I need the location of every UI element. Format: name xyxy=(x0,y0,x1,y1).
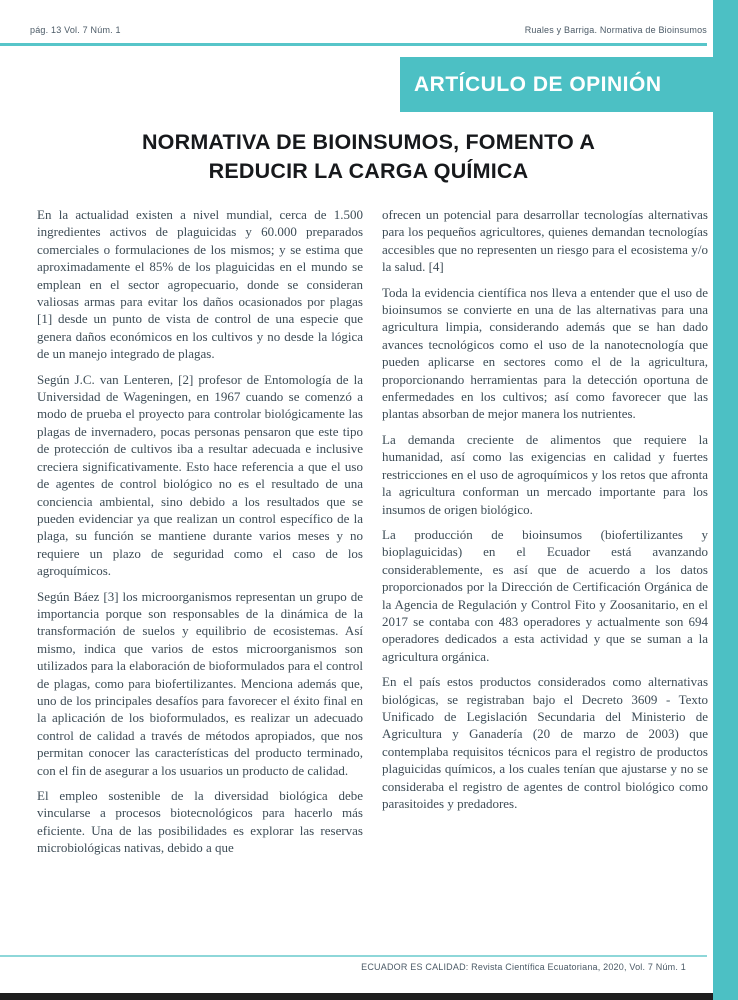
article-paragraph: La producción de bioinsumos (biofertilizantes y bioplaguicidas) en el Ecuador está avanzando considerablemente, es así que de acuerdo a los datos proporcionados por la Dirección de Certificación Orgánica de la Agencia de Regulación y Control Fito y Zoosanitario, en el 2017 se contaba con 483 operadores y actualmente son 694 operadores dedicados a esta actividad y que se suman a la agricultura orgánica. xyxy=(382,526,708,664)
header-divider xyxy=(0,43,707,46)
article-paragraph: Toda la evidencia científica nos lleva a entender que el uso de bioinsumos se convierte en una de las alternativas para una agricultura limpia, considerando además que se han dado avances tecnológicos como el uso de la nanotecnología que pueden aplicarse en sectores como el de la agricultura, proporcionando herramientas para la detección oportuna de enfermedades en los cultivos; así como favorecer que las plantas absorban de mejor manera los nutrientes. xyxy=(382,284,708,422)
article-paragraph: En el país estos productos considerados como alternativas biológicas, se registraban bajo el Decreto 3609 - Texto Unificado de Legislación Secundaria del Ministerio de Agricultura y Ganadería (20 de marzo de 2003) que contemplaba requisitos técnicos para el registro de productos plaguicidas químicos, a los cuales tenían que ajustarse y no se consideraba el registro de agentes de control biológico como parasitoides y predadores. xyxy=(382,674,708,811)
article-title-line-1: NORMATIVA DE BIOINSUMOS, FOMENTO A xyxy=(141,130,596,154)
section-banner xyxy=(400,57,738,112)
article-title xyxy=(30,128,707,186)
article-paragraph: La demanda creciente de alimentos que requiere la humanidad, así como las exigencias en calidad y fuertes restricciones en el uso de agroquímicos y los retos que afronta la agricultura conforman un mercado importante para los insumos de origen biológico. xyxy=(382,431,708,517)
article-paragraph: Según Báez [3] los microorganismos representan un grupo de importancia porque son responsables de la dinámica de la transformación de suelos y equilibrio de ecosistemas. Así mismo, indica que varios de estos microorganismos son utilizados para la elaboración de bioformulados para el control de plagas, como para biofertilizantes. Menciona además que, uno de los principales desafíos para favorecer el éxito final en la aplicación de los bioformulados, es realizar un adecuado control de calidad a través de métodos apropiados, que nos permitan conocer las características del producto terminado, con el fin de asegurar a los usuarios un producto de calidad. xyxy=(37,588,363,778)
footer-divider xyxy=(0,955,707,957)
page-header xyxy=(30,25,707,35)
right-column xyxy=(382,206,708,865)
right-accent-bar xyxy=(713,0,738,1000)
article-body xyxy=(37,206,708,865)
left-column xyxy=(37,206,363,865)
article-paragraph: Según J.C. van Lenteren, [2] profesor de Entomología de la Universidad de Wageningen, en 1967 cuando se comenzó a modo de prueba el proyecto para controlar biológicamente las plagas de invernadero, pocas personas pensaron que este tipo de protección de cultivos iba a resultar adecuada e inclusive creciera significativamente. Esto hace referencia a que el uso de agentes de control biológico no es el resultado de una conciencia ambiental, sino debido a los resultados que se pueden evidenciar ya que realizan un control específico de la plaga, su función se mantiene durante varios meses y no requiere un plazo de seguridad como el caso de los agroquímicos. xyxy=(37,371,363,579)
footer-journal-line: ECUADOR ES CALIDAD: Revista Científica Ecuatoriana, 2020, Vol. 7 Núm. 1 xyxy=(361,962,686,972)
section-banner-label: ARTÍCULO DE OPINIÓN xyxy=(414,72,662,96)
article-paragraph: En la actualidad existen a nivel mundial, cerca de 1.500 ingredientes activos de plaguicidas y 60.000 preparados comerciales o formulaciones de los mismos; y se estima que aproximadamente el 85% de los plaguicidas en el mundo se emplean en el sector agropecuario, donde se consideran valiosas armas para evitar los daños ocasionados por plagas [1] desde un punto de vista de control de una especie que genera daños económicos en los cultivos y no desde la lógica de un manejo integrado de plagas. xyxy=(37,207,363,362)
article-title-line-2: REDUCIR LA CARGA QUÍMICA xyxy=(208,159,529,183)
header-running-title: Ruales y Barriga. Normativa de Bioinsumos xyxy=(524,25,707,35)
article-paragraph: ofrecen un potencial para desarrollar tecnologías alternativas para los pequeños agricultores, quienes demandan tecnologías accesibles que no representen un riesgo para el ecosistema y/o la salud. [4] xyxy=(382,207,708,275)
header-page-number: pág. 13 Vol. 7 Núm. 1 xyxy=(30,25,121,35)
page-bottom-edge xyxy=(0,993,713,1000)
article-paragraph: El empleo sostenible de la diversidad biológica debe vincularse a procesos biotecnológicos para hacerlo más eficiente. Una de las posibilidades es explorar las reservas microbiológicas nativas, debido a que xyxy=(37,788,363,856)
